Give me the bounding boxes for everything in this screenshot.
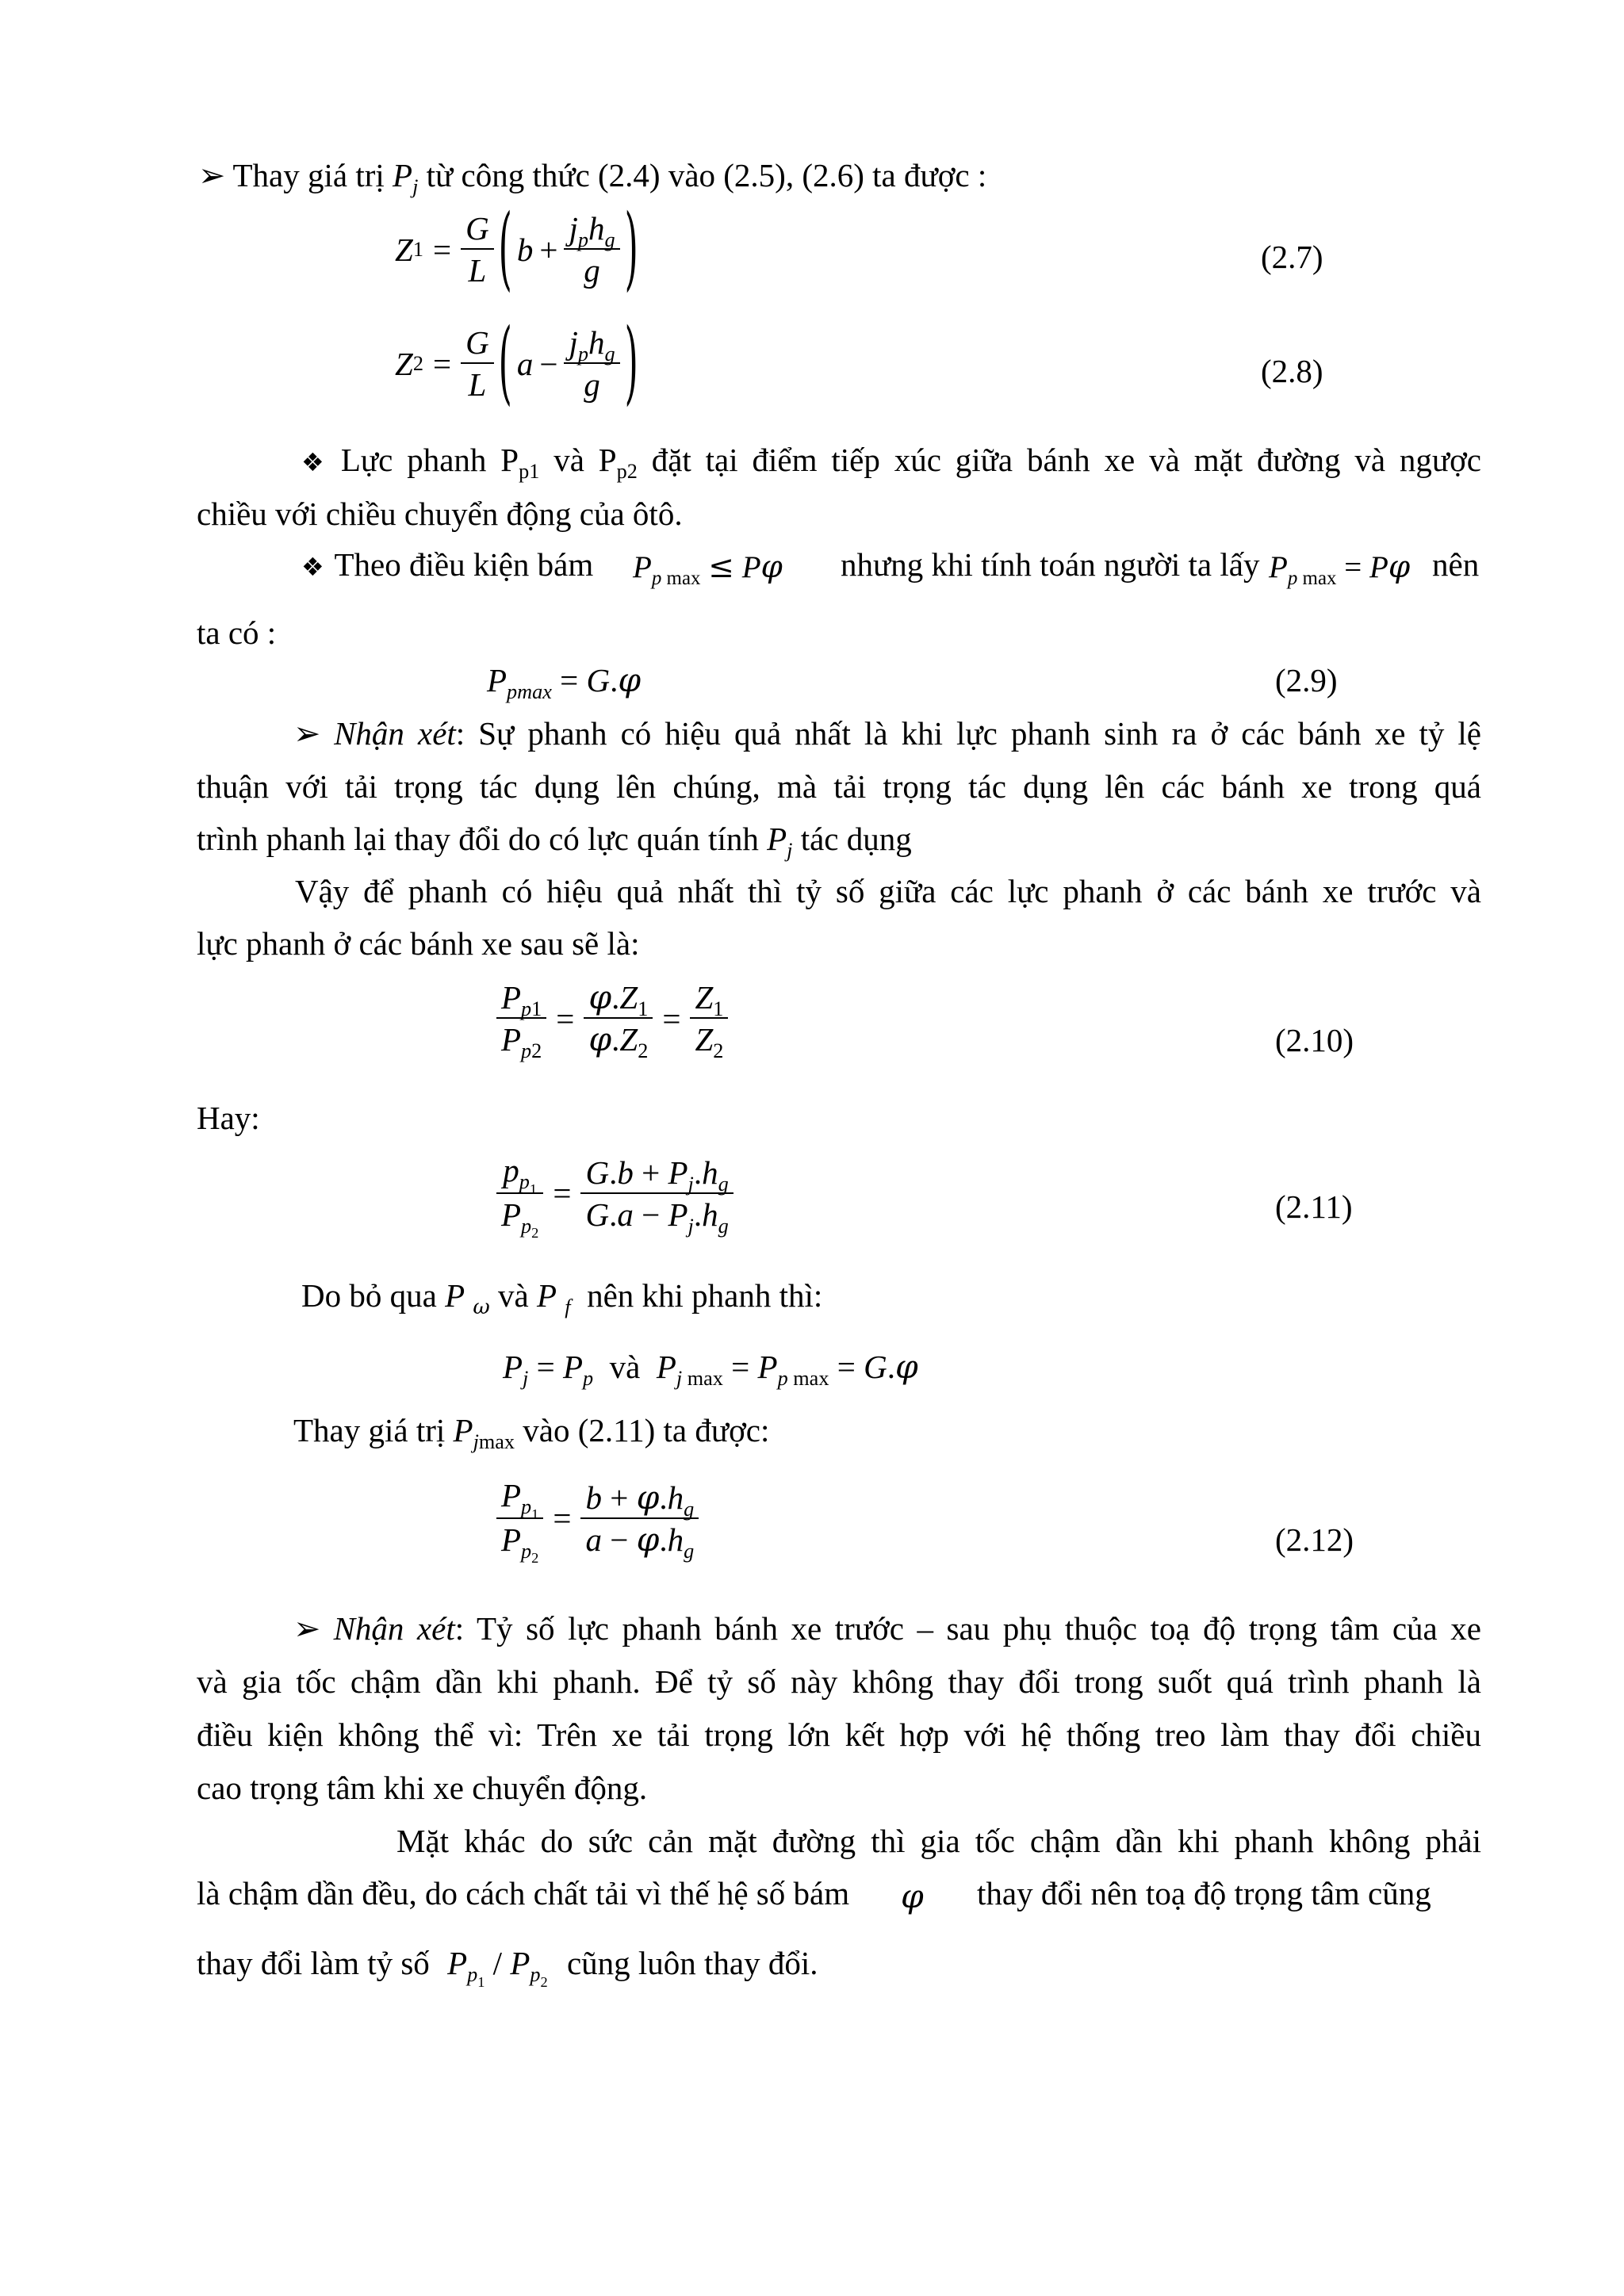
diamond-bullet-icon: ❖ (301, 447, 324, 477)
remark2-line3: điều kiện không thể vì: Trên xe tải trọng lớn kết hợp với hệ thống treo làm thay đổi chiều (197, 1716, 1481, 1753)
equation-number: (2.7) (1261, 239, 1323, 275)
equation-2-10: $\frac{P_{p1}}{P_{p2}}$ = $\frac{\varphi.Z_1}{\varphi.Z_2}$ = $\frac{Z_1}{Z_2}$ (496, 982, 728, 1056)
hay-label: Hay: (197, 1100, 260, 1136)
equation-2-7: Z 1 = $\frac{G}{L}$ ( b + $\frac{j_ph_g}{g}$ ) (395, 196, 638, 301)
ratio-line1: Vậy để phanh có hiệu quả nhất thì tỷ số giữa các lực phanh ở các bánh xe trước và (295, 873, 1481, 909)
equation-2-9: $P_{pmax} = G.\varphi$ (487, 661, 642, 704)
equation-2-8: Z 2 = $\frac{G}{L}$ ( a − $\frac{j_ph_g}{g}$ ) (395, 310, 638, 415)
equation-number: (2.12) (1275, 1521, 1354, 1558)
remark2-line1: ➢ Nhận xét: Tỷ số lực phanh bánh xe trước – sau phụ thuộc toạ độ trọng tâm của xe (293, 1610, 1482, 1647)
equation-number: (2.8) (1261, 353, 1323, 389)
final-line3: thay đổi làm tỷ số $P_{p_1} / P_{p_2}$ cũng luôn thay đổi. (197, 1945, 818, 1990)
paragraph-grip-mid: nhưng khi tính toán người ta lấy (841, 546, 1260, 583)
equation-number: (2.10) (1275, 1022, 1354, 1058)
equation-pj: $P_j = P_p$ và $P_{j max} = P_{p max} = G.\varphi$ (503, 1348, 918, 1391)
remark1-line3: trình phanh lại thay đổi do có lực quán tính $P_j$ tác dụng (197, 821, 912, 863)
equation-2-12: $\frac{P_{p_1}}{P_{p_2}}$ = $\frac{b + \varphi.h_g}{a - \varphi.h_g}$ (496, 1479, 699, 1558)
remark1-line2: thuận với tải trọng tác dụng lên chúng, mà tải trọng tác dụng lên các bánh xe trong quá (197, 768, 1481, 805)
intro-line: ➢ Thay giá trị $P_j$ từ công thức (2.4) vào (2.5), (2.6) ta được : (198, 157, 987, 199)
equation-number: (2.11) (1275, 1188, 1353, 1225)
arrow-bullet-icon: ➢ (198, 157, 226, 193)
final-line2a: là chậm dần đều, do cách chất tải vì thế hệ số bám (197, 1875, 850, 1911)
phi-symbol: φ (901, 1877, 924, 1915)
remark2-line2: và gia tốc chậm dần khi phanh. Để tỷ số này không thay đổi trong suốt quá trình phanh là (197, 1663, 1481, 1700)
equation-2-11: $\frac{p_{p_1}}{P_{p_2}}$ = $\frac{G.b + P_j.h_g}{G.a - P_j.h_g}$ (496, 1154, 733, 1233)
remark1-line1: ➢ Nhận xét: Sự phanh có hiệu quả nhất là khi lực phanh sinh ra ở các bánh xe tỷ lệ (293, 715, 1481, 752)
paragraph-brake-force-line1: ❖ Lực phanh $P_{p1}$ và $P_{p2}$ đặt tại điểm tiếp xúc giữa bánh xe và mặt đường và ngược (301, 442, 1481, 484)
paragraph-brake-force-line2: chiều với chiều chuyển động của ôtô. (197, 496, 683, 532)
paragraph-grip-line2: ta có : (197, 614, 277, 651)
final-line2b: thay đổi nên toạ độ trọng tâm cũng (977, 1875, 1431, 1911)
skip-line: Do bỏ qua P $_\omega$ và P $_f$ nên khi phanh thì: (301, 1277, 823, 1320)
grip-equality: $P_{p max} = P\varphi$ (1269, 549, 1411, 589)
remark2-line4: cao trọng tâm khi xe chuyển động. (197, 1770, 648, 1806)
final-line1: Mặt khác do sức cản mặt đường thì gia tốc chậm dần khi phanh không phải (396, 1823, 1481, 1859)
ratio-line2: lực phanh ở các bánh xe sau sẽ là: (197, 925, 640, 962)
arrow-bullet-icon: ➢ (293, 715, 321, 752)
substitute-line: Thay giá trị $P_{jmax}$ vào (2.11) ta được: (293, 1412, 770, 1454)
paragraph-grip-end: nên (1432, 546, 1480, 583)
paragraph-grip-line1: ❖ Theo điều kiện bám (301, 546, 594, 583)
arrow-bullet-icon: ➢ (293, 1610, 321, 1647)
diamond-bullet-icon: ❖ (301, 552, 324, 582)
equation-number: (2.9) (1275, 662, 1338, 698)
grip-inequality: $P_{p max} \le P\varphi$ (633, 549, 783, 589)
